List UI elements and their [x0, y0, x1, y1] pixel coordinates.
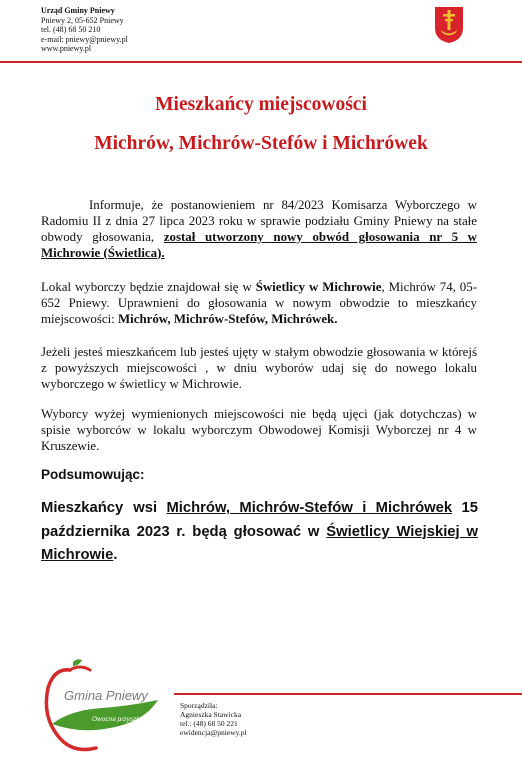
- paragraph-instructions: Jeżeli jesteś mieszkańcem lub jesteś ujęty w stałym obwodzie głosowania w którejś z powyższych miejscowości , w dniu wyborów udaj się do nowego lokalu wyborczego w świetlicy w Michrowie.: [41, 345, 477, 391]
- office-address: Pniewy 2, 05-652 Pniewy: [41, 15, 124, 25]
- summary-label: Podsumowując:: [41, 467, 145, 482]
- notice-title-line1: Mieszkańcy miejscowości: [155, 94, 367, 115]
- summary-word1: Mieszkańcy: [41, 500, 124, 516]
- location-text-b: , Michrów 74, 05-652 Pniewy. Uprawnieni do głosowania w nowym obwodzie to mieszkańcy miejscowości:: [41, 280, 477, 326]
- summary-end: .: [113, 547, 118, 564]
- office-phone: tel. (48) 68 50 210: [41, 25, 101, 35]
- svg-text:Gmina Pniewy: Gmina Pniewy: [64, 688, 148, 703]
- paragraph-location: [41, 280, 477, 328]
- footer-divider: [174, 693, 522, 695]
- summary-word2: wsi: [133, 500, 158, 516]
- notice-title-line2: Michrów, Michrów-Stefów i Michrówek: [94, 133, 428, 154]
- summary-venue: Świetlicy Wiejskiej w Michrowie: [41, 523, 478, 564]
- svg-text:Owocna przyszłość: Owocna przyszłość: [92, 716, 148, 723]
- prepared-by-label: Sporządziła:: [180, 701, 218, 710]
- letterhead: [41, 6, 128, 54]
- summary-places: Michrów, Michrów-Stefów i Michrówek: [166, 500, 453, 516]
- location-venue: Świetlicy w Michrowie: [255, 280, 382, 294]
- summary-date: 15 października 2023 r. będą głosować w: [41, 500, 478, 540]
- eligible-villages: Michrów, Michrów-Stefów, Michrówek.: [117, 311, 338, 326]
- contact-phone: tel.: (48) 68 50 221: [180, 719, 238, 728]
- contact-email: ewidencja@pniewy.pl: [180, 728, 247, 737]
- header-divider: [0, 61, 522, 63]
- paragraph-voter-list: Wyborcy wyżej wymienionych miejscowości nie będą ujęci (jak dotychczas) w spisie wyborców w lokalu wyborczym Obwodowej Komisji Wyborczej nr 4 w Kruszewie.: [41, 407, 477, 453]
- office-email: e-mail: pniewy@pniewy.pl: [41, 34, 128, 44]
- paragraph-decision-text: Informuje, że postanowieniem nr 84/2023 Komisarza Wyborczego w Radomiu II z dnia 27 lipca 2023 roku w sprawie podziału Gminy Pniewy na stałe obwody głosowania,: [41, 198, 477, 244]
- office-name: Urząd Gminy Pniewy: [41, 6, 115, 15]
- prepared-by-name: Agnieszka Stawicka: [180, 710, 242, 719]
- footer-contact: [180, 701, 247, 737]
- coat-of-arms-icon: [434, 6, 464, 44]
- summary-statement: [41, 497, 478, 568]
- location-text-a: Lokal wyborczy będzie znajdował się w: [41, 280, 256, 294]
- new-district-statement: został utworzony nowy obwód głosowania nr 5 w Michrowie (Świetlica).: [41, 229, 477, 260]
- gmina-pniewy-logo-icon: [40, 658, 165, 758]
- office-website: www.pniewy.pl: [41, 44, 92, 54]
- paragraph-decision: [41, 198, 477, 262]
